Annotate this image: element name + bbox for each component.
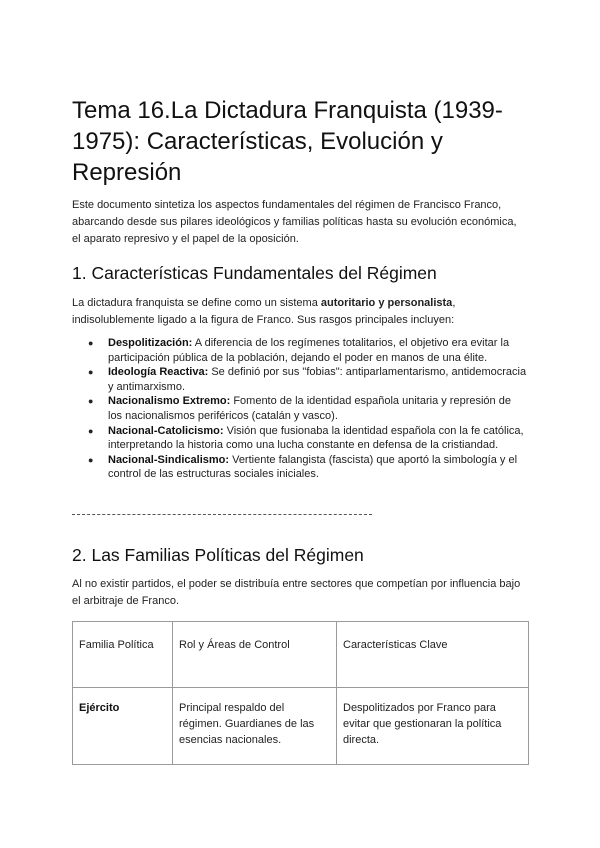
bullet-icon: ● xyxy=(88,396,94,407)
table-header-row xyxy=(73,622,529,688)
list-item xyxy=(72,453,528,482)
list-item-text: A diferencia de los regímenes totalitarios, el objetivo era evitar la participación pública de la población, dejando el poder en manos de una élite. xyxy=(108,337,510,364)
characteristics-list xyxy=(72,336,528,482)
list-item-text: Vertiente falangista (fascista) que aportó la simbología y el control de las estructuras sociales iniciales. xyxy=(108,453,518,481)
list-item-text: Fomento de la identidad española unitaria y represión de los nacionalismos periféricos (catalán y vasco). xyxy=(108,395,511,422)
table-cell: Principal respaldo del régimen. Guardianes de las esencias nacionales. xyxy=(173,688,337,765)
intro-paragraph: Este documento sintetiza los aspectos fundamentales del régimen de Francisco Franco, abarcando desde sus pilares ideológicos y familias políticas hasta su evolución económica, el aparato represivo y el papel de la oposición. xyxy=(72,199,517,245)
section-1-paragraph-start: La dictadura franquista se define como un sistema xyxy=(72,297,321,309)
table-row xyxy=(73,688,529,765)
table-cell: Ejército xyxy=(73,688,173,765)
bullet-icon: ● xyxy=(88,425,94,436)
list-item xyxy=(72,394,528,423)
section-divider xyxy=(72,514,372,516)
bullet-icon: ● xyxy=(88,367,94,378)
list-item-term: Despolitización: xyxy=(108,337,193,349)
bullet-icon: ● xyxy=(88,338,94,348)
bullet-icon: ● xyxy=(88,454,94,465)
section-2-paragraph: Al no existir partidos, el poder se distribuía entre sectores que competían por influencia bajo el arbitraje de Franco. xyxy=(72,578,521,607)
list-item xyxy=(72,365,528,394)
section-1-paragraph xyxy=(72,295,528,329)
list-item-term: Ideología Reactiva: xyxy=(108,366,209,379)
political-families-table xyxy=(72,621,529,765)
table-header-cell: Familia Política xyxy=(73,622,173,688)
table-header-cell: Rol y Áreas de Control xyxy=(173,622,337,688)
document-title: Tema 16.La Dictadura Franquista (1939-1975): Características, Evolución y Represión xyxy=(72,97,503,186)
section-1-heading: 1. Características Fundamentales del Régimen xyxy=(72,263,437,283)
list-item-text: Se definió por sus "fobias": antiparlamentarismo, antidemocracia y antimarxismo. xyxy=(108,366,527,393)
list-item-text: Visión que fusionaba la identidad española con la fe católica, interpretando la historia como una lucha constante en defensa de la cristiandad. xyxy=(108,424,524,452)
section-2-heading: 2. Las Familias Políticas del Régimen xyxy=(72,545,364,565)
list-item xyxy=(72,424,528,453)
section-1-paragraph-bold: autoritario y personalista xyxy=(320,297,453,309)
list-item xyxy=(72,336,528,365)
list-item-term: Nacionalismo Extremo: xyxy=(108,395,231,408)
list-item-term: Nacional-Catolicismo: xyxy=(108,424,224,437)
table-header-cell: Características Clave xyxy=(337,622,529,688)
list-item-term: Nacional-Sindicalismo: xyxy=(108,453,230,466)
section-1-paragraph-end: , indisolublemente ligado a la figura de Franco. Sus rasgos principales incluyen: xyxy=(72,297,456,326)
table-cell: Despolitizados por Franco para evitar que gestionaran la política directa. xyxy=(337,688,529,765)
